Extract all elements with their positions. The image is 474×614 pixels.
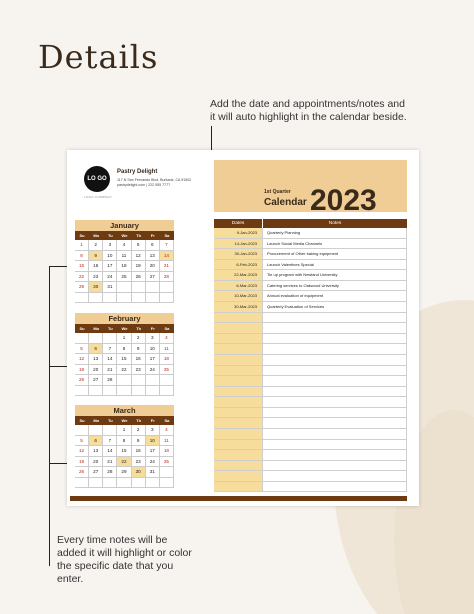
notes-table-header xyxy=(214,219,407,228)
day-cell[interactable]: 4 xyxy=(160,425,174,436)
day-cell[interactable]: 14 xyxy=(103,354,117,365)
day-cell[interactable]: 29 xyxy=(117,467,131,478)
note-cell[interactable] xyxy=(263,408,407,418)
day-cell[interactable] xyxy=(160,478,174,489)
table-row xyxy=(214,323,407,334)
day-cell[interactable]: 22 xyxy=(75,272,89,283)
connector-line-left xyxy=(49,266,50,566)
day-cell[interactable]: 9 xyxy=(89,251,103,262)
day-cell[interactable] xyxy=(146,386,160,397)
day-cell[interactable]: 7 xyxy=(160,240,174,251)
note-cell[interactable] xyxy=(263,471,407,481)
day-cell[interactable]: 2 xyxy=(89,240,103,251)
day-cell[interactable]: 27 xyxy=(89,375,103,386)
day-cell[interactable]: 5 xyxy=(75,344,89,355)
weekday-header: Mo xyxy=(89,324,103,333)
dates-header: Dates xyxy=(214,219,263,228)
weekday-header: We xyxy=(117,324,131,333)
day-cell[interactable]: 26 xyxy=(75,467,89,478)
month-march xyxy=(75,405,174,488)
date-cell[interactable]: 10-Mar-2023 xyxy=(214,291,263,301)
table-row xyxy=(214,260,407,271)
day-cell[interactable]: 19 xyxy=(75,365,89,376)
date-cell[interactable] xyxy=(214,471,263,481)
day-cell[interactable] xyxy=(117,478,131,489)
table-row xyxy=(214,461,407,472)
day-cell[interactable] xyxy=(75,425,89,436)
weekday-header: Sa xyxy=(160,416,174,425)
company-logo: LO GO xyxy=(84,166,110,192)
weekday-header: Tu xyxy=(103,324,117,333)
day-cell[interactable]: 8 xyxy=(75,251,89,262)
day-cell[interactable] xyxy=(146,478,160,489)
day-cell[interactable]: 2 xyxy=(132,425,146,436)
notes-table xyxy=(214,219,407,492)
day-cell[interactable]: 11 xyxy=(160,344,174,355)
day-cell[interactable]: 14 xyxy=(103,446,117,457)
day-cell[interactable]: 14 xyxy=(160,251,174,262)
day-cell[interactable]: 8 xyxy=(117,344,131,355)
company-name: Pastry Delight xyxy=(117,169,158,175)
date-cell[interactable] xyxy=(214,440,263,450)
day-cell[interactable]: 17 xyxy=(103,261,117,272)
weekday-header: Fr xyxy=(146,416,160,425)
day-cell[interactable]: 17 xyxy=(146,354,160,365)
day-cell[interactable]: 24 xyxy=(146,365,160,376)
weekday-header: Tu xyxy=(103,231,117,240)
note-cell[interactable] xyxy=(263,323,407,333)
day-cell[interactable]: 28 xyxy=(103,467,117,478)
note-top: Add the date and appointments/notes and it will auto highlight in the calendar beside. xyxy=(210,98,407,123)
date-cell[interactable]: 14-Jan-2023 xyxy=(214,239,263,249)
note-cell[interactable] xyxy=(263,418,407,428)
weekday-header: Mo xyxy=(89,231,103,240)
note-cell[interactable] xyxy=(263,366,407,376)
calendar-sheet xyxy=(67,150,419,506)
day-cell[interactable]: 1 xyxy=(117,333,131,344)
note-cell[interactable]: Launch Social Media Channels xyxy=(263,239,407,249)
note-cell[interactable] xyxy=(263,355,407,365)
day-cell[interactable]: 3 xyxy=(103,240,117,251)
day-cell[interactable]: 17 xyxy=(146,446,160,457)
month-title: January xyxy=(75,220,174,231)
table-row xyxy=(214,366,407,377)
day-cell[interactable]: 23 xyxy=(132,457,146,468)
date-cell[interactable] xyxy=(214,376,263,386)
note-cell[interactable]: Tie up program with Newland University xyxy=(263,270,407,280)
table-row xyxy=(214,281,407,292)
date-cell[interactable] xyxy=(214,429,263,439)
date-cell[interactable] xyxy=(214,461,263,471)
day-cell[interactable] xyxy=(146,375,160,386)
day-cell[interactable] xyxy=(89,386,103,397)
day-cell[interactable]: 19 xyxy=(132,261,146,272)
day-cell[interactable]: 3 xyxy=(146,425,160,436)
day-cell[interactable]: 23 xyxy=(89,272,103,283)
day-cell[interactable]: 28 xyxy=(103,375,117,386)
date-cell[interactable]: 22-Mar-2023 xyxy=(214,270,263,280)
day-cell[interactable] xyxy=(117,282,131,293)
day-cell[interactable]: 11 xyxy=(117,251,131,262)
month-title: March xyxy=(75,405,174,416)
note-cell[interactable] xyxy=(263,313,407,323)
day-cell[interactable]: 24 xyxy=(146,457,160,468)
note-cell[interactable] xyxy=(263,461,407,471)
table-row xyxy=(214,471,407,482)
table-row xyxy=(214,249,407,260)
note-cell[interactable] xyxy=(263,376,407,386)
note-cell[interactable]: Procurement of Other baking equipment xyxy=(263,249,407,259)
month-grid xyxy=(75,231,174,303)
day-cell[interactable]: 8 xyxy=(117,436,131,447)
day-cell[interactable]: 10 xyxy=(103,251,117,262)
company-address: 117 N San Fernando Blvd, Burbank, CA 91502 xyxy=(117,178,192,182)
day-cell[interactable]: 10 xyxy=(146,344,160,355)
month-january xyxy=(75,220,174,303)
weekday-header: Sa xyxy=(160,231,174,240)
day-cell[interactable]: 30 xyxy=(89,282,103,293)
table-row xyxy=(214,376,407,387)
weekday-header: Tu xyxy=(103,416,117,425)
connector-tick-2 xyxy=(49,366,67,367)
date-cell[interactable] xyxy=(214,450,263,460)
day-cell[interactable]: 28 xyxy=(160,272,174,283)
day-cell[interactable] xyxy=(75,333,89,344)
day-cell[interactable] xyxy=(132,478,146,489)
day-cell[interactable] xyxy=(160,386,174,397)
day-cell[interactable] xyxy=(117,375,131,386)
page-title: Details xyxy=(38,38,159,76)
day-cell[interactable]: 4 xyxy=(117,240,131,251)
notes-table-body xyxy=(214,228,407,492)
day-cell[interactable] xyxy=(89,333,103,344)
note-cell[interactable]: Catering services to Oakwood University xyxy=(263,281,407,291)
day-cell[interactable]: 1 xyxy=(75,240,89,251)
day-cell[interactable] xyxy=(146,293,160,304)
table-row xyxy=(214,429,407,440)
date-cell[interactable]: 6-Mar-2023 xyxy=(214,281,263,291)
table-row xyxy=(214,302,407,313)
note-cell[interactable]: Quarterly Planning xyxy=(263,228,407,238)
date-cell[interactable]: 9-Jan-2023 xyxy=(214,228,263,238)
day-cell[interactable]: 21 xyxy=(160,261,174,272)
table-row xyxy=(214,355,407,366)
weekday-header: We xyxy=(117,231,131,240)
date-cell[interactable] xyxy=(214,408,263,418)
note-cell[interactable] xyxy=(263,450,407,460)
day-cell[interactable] xyxy=(160,282,174,293)
day-cell[interactable]: 18 xyxy=(160,446,174,457)
weekday-header: Mo xyxy=(89,416,103,425)
note-cell[interactable] xyxy=(263,482,407,492)
date-cell[interactable] xyxy=(214,344,263,354)
day-cell[interactable]: 20 xyxy=(89,365,103,376)
day-cell[interactable] xyxy=(146,282,160,293)
day-cell[interactable]: 12 xyxy=(132,251,146,262)
day-cell[interactable]: 25 xyxy=(117,272,131,283)
day-cell[interactable]: 21 xyxy=(103,365,117,376)
date-cell[interactable] xyxy=(214,313,263,323)
day-cell[interactable]: 5 xyxy=(75,436,89,447)
quarter-label: 1st Quarter xyxy=(264,189,291,195)
calendar-label: Calendar xyxy=(264,197,307,208)
logo-subtext: LOGO COMPANY xyxy=(84,195,113,199)
day-cell[interactable]: 20 xyxy=(146,261,160,272)
day-cell[interactable]: 15 xyxy=(75,261,89,272)
weekday-header: Th xyxy=(132,416,146,425)
date-cell[interactable] xyxy=(214,482,263,492)
day-cell[interactable]: 22 xyxy=(117,457,131,468)
day-cell[interactable]: 5 xyxy=(132,240,146,251)
note-cell[interactable] xyxy=(263,440,407,450)
table-row xyxy=(214,313,407,324)
date-cell[interactable]: 30-Mar-2023 xyxy=(214,302,263,312)
day-cell[interactable]: 26 xyxy=(75,375,89,386)
day-cell[interactable] xyxy=(75,293,89,304)
date-cell[interactable] xyxy=(214,334,263,344)
bottom-bar xyxy=(70,496,407,501)
month-february xyxy=(75,313,174,396)
brand-block xyxy=(70,158,210,208)
date-cell[interactable] xyxy=(214,418,263,428)
day-cell[interactable]: 15 xyxy=(117,354,131,365)
day-cell[interactable]: 3 xyxy=(146,333,160,344)
day-cell[interactable] xyxy=(160,375,174,386)
note-cell[interactable]: Launch Valentines Special xyxy=(263,260,407,270)
connector-tick-1 xyxy=(49,266,67,267)
day-cell[interactable]: 13 xyxy=(89,446,103,457)
day-cell[interactable] xyxy=(132,293,146,304)
day-cell[interactable]: 19 xyxy=(75,457,89,468)
day-cell[interactable]: 16 xyxy=(132,446,146,457)
weekday-header: Fr xyxy=(146,324,160,333)
notes-header: Notes xyxy=(328,221,342,226)
date-cell[interactable] xyxy=(214,355,263,365)
table-row xyxy=(214,334,407,345)
day-cell[interactable]: 6 xyxy=(146,240,160,251)
weekday-header: Sa xyxy=(160,324,174,333)
day-cell[interactable]: 26 xyxy=(132,272,146,283)
day-cell[interactable]: 27 xyxy=(146,272,160,283)
table-row xyxy=(214,450,407,461)
day-cell[interactable] xyxy=(103,478,117,489)
day-cell[interactable] xyxy=(132,282,146,293)
day-cell[interactable] xyxy=(132,375,146,386)
month-grid xyxy=(75,324,174,396)
day-cell[interactable] xyxy=(89,425,103,436)
weekday-header: Th xyxy=(132,324,146,333)
weekday-header: Th xyxy=(132,231,146,240)
day-cell[interactable]: 10 xyxy=(146,436,160,447)
weekday-header: Su xyxy=(75,231,89,240)
table-row xyxy=(214,418,407,429)
day-cell[interactable]: 18 xyxy=(160,354,174,365)
day-cell[interactable]: 31 xyxy=(103,282,117,293)
day-cell[interactable]: 23 xyxy=(132,365,146,376)
day-cell[interactable] xyxy=(103,333,117,344)
weekday-header: Su xyxy=(75,324,89,333)
date-cell[interactable] xyxy=(214,323,263,333)
day-cell[interactable]: 9 xyxy=(132,344,146,355)
month-grid xyxy=(75,416,174,488)
day-cell[interactable]: 13 xyxy=(146,251,160,262)
date-cell[interactable] xyxy=(214,366,263,376)
table-row xyxy=(214,397,407,408)
day-cell[interactable]: 21 xyxy=(103,457,117,468)
table-row xyxy=(214,291,407,302)
table-row xyxy=(214,228,407,239)
weekday-header: Fr xyxy=(146,231,160,240)
day-cell[interactable]: 18 xyxy=(117,261,131,272)
day-cell[interactable]: 1 xyxy=(117,425,131,436)
day-cell[interactable]: 15 xyxy=(117,446,131,457)
day-cell[interactable]: 6 xyxy=(89,436,103,447)
weekday-header: Su xyxy=(75,416,89,425)
table-row xyxy=(214,482,407,493)
note-cell[interactable] xyxy=(263,387,407,397)
day-cell[interactable]: 6 xyxy=(89,344,103,355)
month-title: February xyxy=(75,313,174,324)
day-cell[interactable] xyxy=(117,386,131,397)
note-bottom: Every time notes will be added it will highlight or color the specific date that you enter. xyxy=(57,534,192,585)
day-cell[interactable] xyxy=(103,386,117,397)
year-label: 2023 xyxy=(310,184,377,217)
day-cell[interactable]: 27 xyxy=(89,467,103,478)
note-cell[interactable]: Quarterly Evaluation of Services xyxy=(263,302,407,312)
connector-tick-3 xyxy=(49,463,67,464)
day-cell[interactable]: 12 xyxy=(75,354,89,365)
day-cell[interactable] xyxy=(89,293,103,304)
weekday-header: We xyxy=(117,416,131,425)
date-cell[interactable]: 6-Feb-2023 xyxy=(214,260,263,270)
note-cell[interactable] xyxy=(263,344,407,354)
day-cell[interactable] xyxy=(160,467,174,478)
day-cell[interactable] xyxy=(132,386,146,397)
table-row xyxy=(214,408,407,419)
note-cell[interactable] xyxy=(263,429,407,439)
day-cell[interactable] xyxy=(103,425,117,436)
day-cell[interactable]: 2 xyxy=(132,333,146,344)
day-cell[interactable] xyxy=(103,293,117,304)
day-cell[interactable]: 11 xyxy=(160,436,174,447)
date-cell[interactable] xyxy=(214,397,263,407)
note-cell[interactable]: Annual evaluation of equipment xyxy=(263,291,407,301)
day-cell[interactable]: 7 xyxy=(103,436,117,447)
day-cell[interactable]: 12 xyxy=(75,446,89,457)
date-cell[interactable]: 30-Jan-2023 xyxy=(214,249,263,259)
day-cell[interactable]: 29 xyxy=(75,282,89,293)
table-row xyxy=(214,387,407,398)
day-cell[interactable] xyxy=(75,386,89,397)
day-cell[interactable] xyxy=(89,478,103,489)
note-cell[interactable] xyxy=(263,334,407,344)
day-cell[interactable]: 31 xyxy=(146,467,160,478)
note-cell[interactable] xyxy=(263,397,407,407)
company-web-phone: pastrydelight.com | 222 555 7777 xyxy=(117,183,171,187)
day-cell[interactable]: 20 xyxy=(89,457,103,468)
day-cell[interactable]: 4 xyxy=(160,333,174,344)
day-cell[interactable]: 13 xyxy=(89,354,103,365)
table-row xyxy=(214,440,407,451)
day-cell[interactable]: 9 xyxy=(132,436,146,447)
table-row xyxy=(214,239,407,250)
date-cell[interactable] xyxy=(214,387,263,397)
day-cell[interactable]: 16 xyxy=(132,354,146,365)
day-cell[interactable]: 25 xyxy=(160,457,174,468)
day-cell[interactable] xyxy=(117,293,131,304)
day-cell[interactable] xyxy=(160,293,174,304)
day-cell[interactable] xyxy=(75,478,89,489)
day-cell[interactable]: 7 xyxy=(103,344,117,355)
day-cell[interactable]: 16 xyxy=(89,261,103,272)
table-row xyxy=(214,270,407,281)
table-row xyxy=(214,344,407,355)
day-cell[interactable]: 22 xyxy=(117,365,131,376)
day-cell[interactable]: 25 xyxy=(160,365,174,376)
day-cell[interactable]: 30 xyxy=(132,467,146,478)
day-cell[interactable]: 24 xyxy=(103,272,117,283)
